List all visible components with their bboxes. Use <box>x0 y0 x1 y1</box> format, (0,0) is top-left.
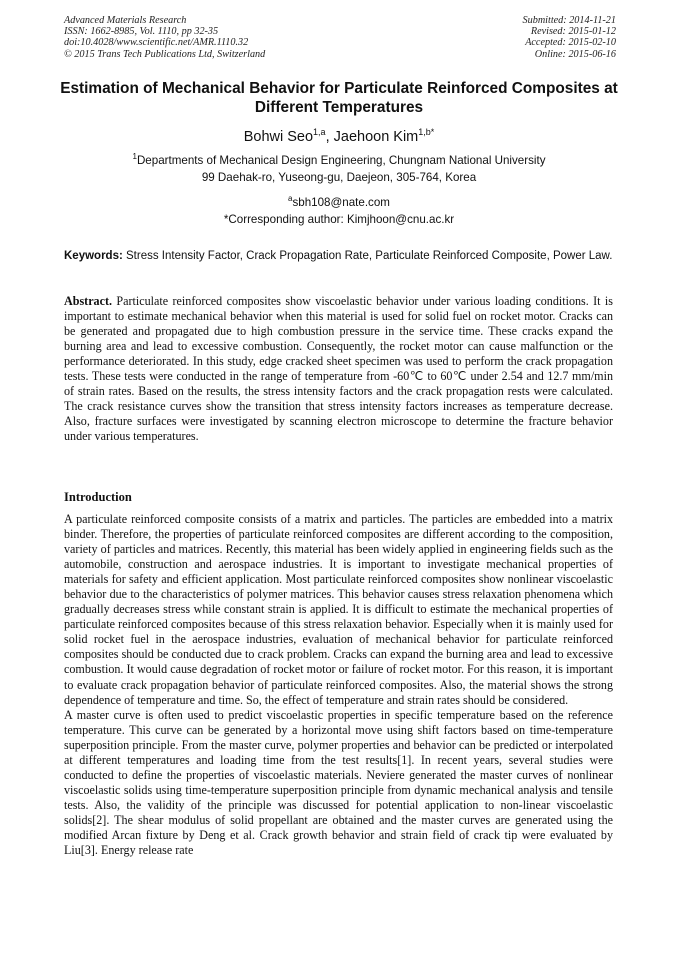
journal-issn: ISSN: 1662-8985, Vol. 1110, pp 32-35 <box>64 26 219 38</box>
journal-header-right <box>523 15 616 60</box>
date-online: Online: 2015-06-16 <box>534 48 616 60</box>
keywords-section <box>64 250 613 264</box>
affiliation-department-text: Departments of Mechanical Design Engineering, Chungnam National University <box>136 153 546 167</box>
journal-doi: doi:10.4028/www.scientific.net/AMR.1110.32 <box>64 37 249 49</box>
introduction-paragraph: A master curve is often used to predict viscoelastic properties in specific temperature based on the reference temperature. This curve can be generated by a horizontal move using shift factors based on time-temperature superposition principle. From the master curve, polymer properties and behavior can be predicted or interpolated at different temperatures and loading time from the test results[1]. In recent years, several studies were conducted to define the properties of viscoelastic materials. Neviere generated the master curves of nonlinear viscoelastic solids using time-temperature superposition principle from dynamic mechanical analysis and tensile tests. Also, the validity of the principle was discussed for potential application to non-linear viscoelastic solids[2]. The shear modulus of solid propellant are obtained and the master curves are generated using the modified Arcan fixture by Deng et al. Crack growth behavior and strain field of crack tip were evaluated by Liu[3]. Energy release rate <box>64 707 613 858</box>
email-mark: a <box>288 194 293 203</box>
affiliation-mark: 1 <box>132 152 137 161</box>
author-name: Jaehoon Kim <box>333 128 419 145</box>
introduction-heading: Introduction <box>64 490 132 504</box>
journal-header-left <box>64 15 265 60</box>
date-revised: Revised: 2015-01-12 <box>530 26 616 38</box>
keywords-label: Keywords: <box>64 250 123 262</box>
author-line <box>0 123 678 146</box>
author-affiliation-mark: 1,b* <box>418 127 435 137</box>
abstract-text: Particulate reinforced composites show viscoelastic behavior under various loading conditions. It is important to estimate mechanical behavior when this material is used for solid fuel on rocket motor. Cracks can be generated and propagated due to high combustion pressure in the service time. These cracks expand the burning area and lead to excessive combustion. Consequently, the rocket motor can cause malfunction or the performance deteriorated. In this study, edge cracked sheet specimen was used to perform the crack propagation tests. These tests were conducted in the range of temperature from -60℃ to 60℃ under 2.54 and 12.7 mm/min of strain rates. Based on the results, the stress intensity factors and the crack propagation rests were calculated. The crack resistance curves show the transition that stress intensity factors increases as temperature decrease. Also, fracture surfaces were investigated by scanning electron microscope to determine the fracture behavior under various temperatures. <box>64 294 613 444</box>
corresponding-author: *Corresponding author: Kimjhoon@cnu.ac.kr <box>223 213 455 226</box>
introduction-section <box>64 512 613 858</box>
author-name: Bohwi Seo <box>243 128 314 145</box>
introduction-paragraph: A particulate reinforced composite consists of a matrix and particles. The particles are embedded into a matrix binder. Therefore, the properties of particulate reinforced composites are different according to the composition, variety of particles and matrices. Recently, this material has been widely applied in engineering fields such as the automobile, construction and aerospace industries. It is important to investigate mechanical properties of materials for safety and efficient application. Most particulate reinforced composites show nonlinear viscoelastic behavior due to the characteristics of polymer matrices. This behavior causes stress relaxation phenomena which gradually decreases stress while constant strain is applied. It is difficult to estimate the mechanical properties of particulate reinforced composites because of this stress relaxation behavior. Especially when it is mainly used for solid rocket fuel in the aerospace industries, evaluation of mechanical behavior for particulate reinforced composites should be conducted due to crack problem. Cracks can expand the burning area and lead to excessive combustion. It would cause degradation of rocket motor or failure of rocket motor. For this reason, it is important to evaluate crack propagation behavior of particulate reinforced composites. Also, the material shows the strong dependence of temperature and time. So, the effect of temperature and strain rates should be considered. <box>64 512 613 707</box>
keywords-text: Stress Intensity Factor, Crack Propagation Rate, Particulate Reinforced Composite, Power Law. <box>126 250 613 262</box>
abstract-label: Abstract. <box>64 294 113 308</box>
paper-title: Estimation of Mechanical Behavior for Particulate Reinforced Composites at Different Temperatures <box>60 80 618 116</box>
author-affiliation-mark: 1,a <box>313 127 326 137</box>
affiliation-address: 99 Daehak-ro, Yuseong-gu, Daejeon, 305-764, Korea <box>201 171 477 184</box>
affiliation-department <box>0 150 678 168</box>
abstract-section <box>64 294 613 444</box>
author-email <box>0 192 678 210</box>
date-submitted: Submitted: 2014-11-21 <box>522 15 616 26</box>
author-separator: , <box>325 128 334 145</box>
author-email-text: sbh108@nate.com <box>292 195 390 209</box>
date-accepted: Accepted: 2015-02-10 <box>525 37 616 49</box>
journal-name: Advanced Materials Research <box>64 15 187 26</box>
journal-copyright: © 2015 Trans Tech Publications Ltd, Switzerland <box>64 48 266 60</box>
